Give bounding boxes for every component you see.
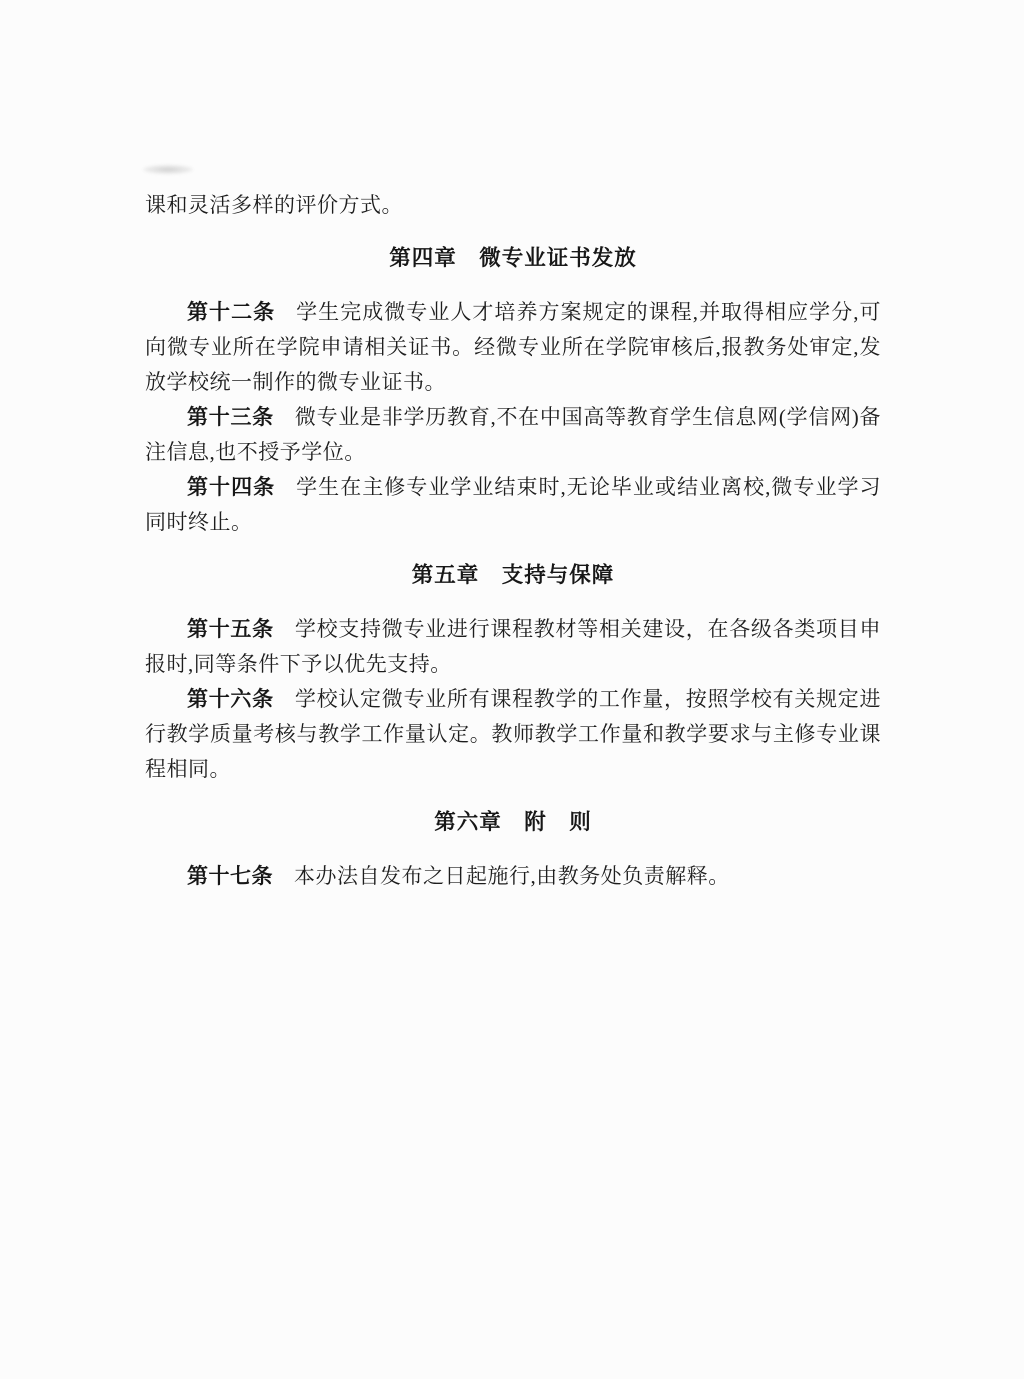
article-15-label: 第十五条 bbox=[187, 618, 274, 641]
article-16 bbox=[145, 682, 881, 787]
chapter-6-heading: 第六章 附 则 bbox=[434, 810, 592, 834]
article-17-text: 本办法自发布之日起施行,由教务处负责解释。 bbox=[294, 864, 730, 888]
article-12-label: 第十二条 bbox=[187, 301, 276, 324]
article-16-text: 学校认定微专业所有课程教学的工作量，按照学校有关规定进行教学质量考核与教学工作量认定。教师教学工作量和教学要求与主修专业课程相同。 bbox=[145, 687, 882, 781]
article-16-label: 第十六条 bbox=[187, 688, 274, 711]
scan-smudge-artifact bbox=[143, 165, 193, 174]
article-15 bbox=[145, 612, 881, 682]
article-14-label: 第十四条 bbox=[187, 476, 276, 499]
intro-continuation-line: 课和灵活多样的评价方式。 bbox=[145, 193, 403, 217]
document-content bbox=[145, 188, 881, 894]
article-12 bbox=[145, 295, 881, 400]
article-12-text: 学生完成微专业人才培养方案规定的课程,并取得相应学分,可向微专业所在学院申请相关证书。经微专业所在学院审核后,报教务处审定,发放学校统一制作的微专业证书。 bbox=[145, 300, 882, 394]
article-13 bbox=[145, 400, 881, 470]
article-13-text: 微专业是非学历教育,不在中国高等教育学生信息网(学信网)备注信息,也不授予学位。 bbox=[145, 405, 882, 464]
article-13-label: 第十三条 bbox=[187, 406, 274, 429]
article-14-text: 学生在主修专业学业结束时,无论毕业或结业离校,微专业学习同时终止。 bbox=[145, 475, 882, 534]
chapter-5-heading: 第五章 支持与保障 bbox=[411, 563, 615, 587]
article-15-text: 学校支持微专业进行课程教材等相关建设，在各级各类项目申报时,同等条件下予以优先支持。 bbox=[145, 617, 882, 676]
article-17-label: 第十七条 bbox=[187, 865, 273, 888]
article-14 bbox=[145, 470, 881, 540]
article-17 bbox=[145, 859, 881, 894]
chapter-4-heading: 第四章 微专业证书发放 bbox=[389, 246, 637, 270]
